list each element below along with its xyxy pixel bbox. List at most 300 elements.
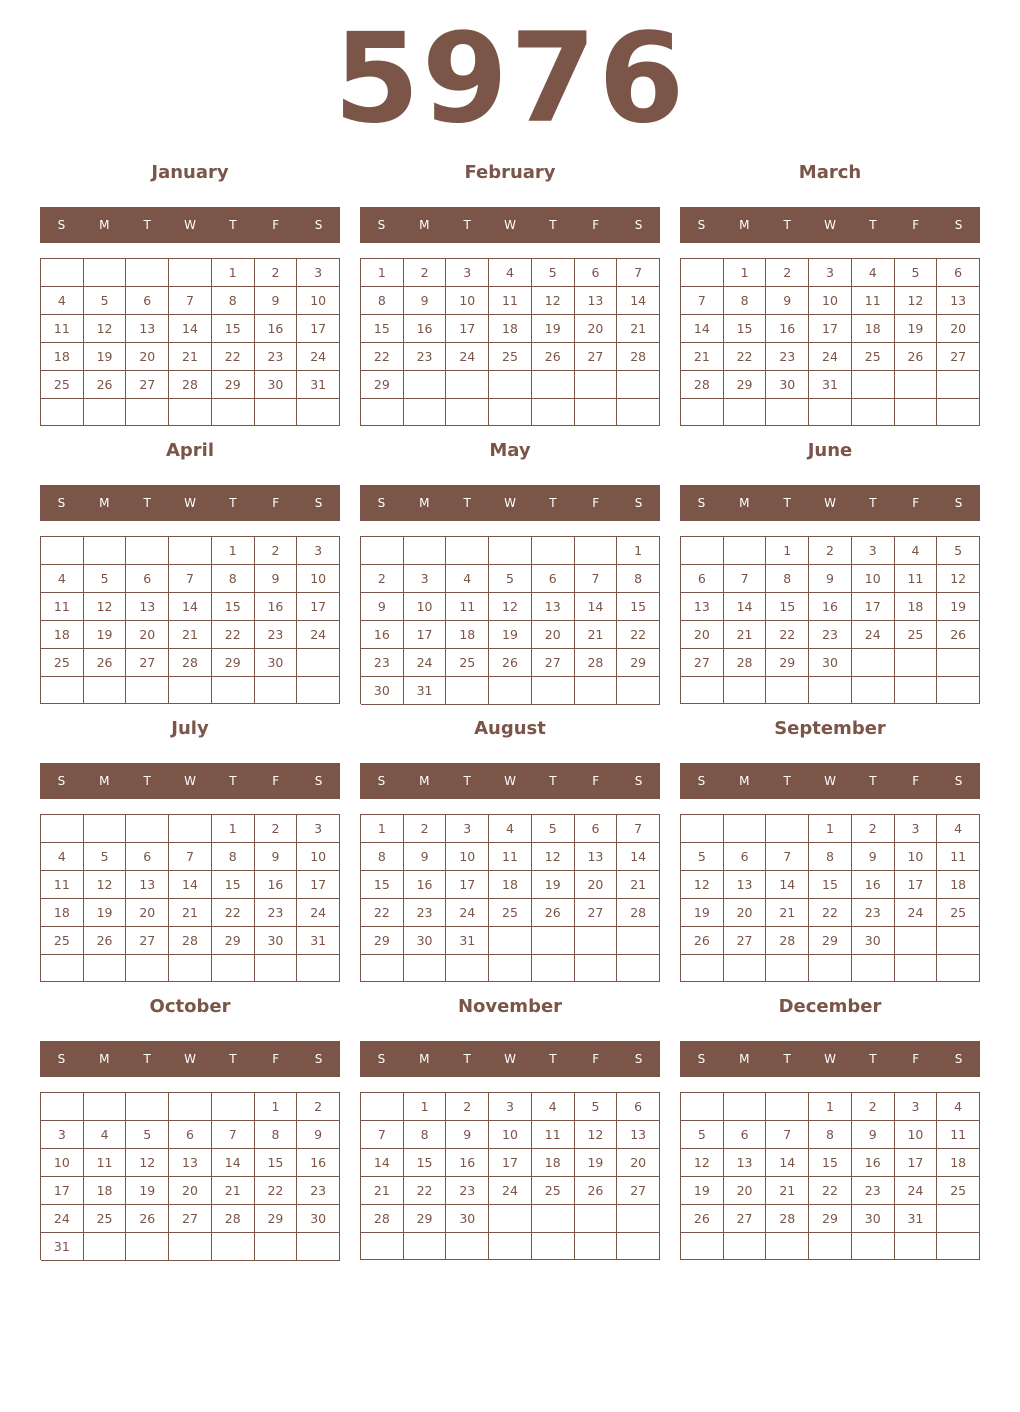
weekday-label: S xyxy=(377,496,386,510)
day-cell: 20 xyxy=(126,899,169,927)
empty-day-cell xyxy=(852,399,895,426)
weekday-label: T xyxy=(229,1052,237,1066)
day-cell: 11 xyxy=(532,1121,575,1149)
day-cell: 29 xyxy=(361,371,404,399)
empty-day-cell xyxy=(404,537,447,565)
day-cell: 27 xyxy=(126,649,169,677)
empty-day-cell xyxy=(489,371,532,399)
day-cell: 15 xyxy=(809,1149,852,1177)
day-cell: 3 xyxy=(41,1121,84,1149)
empty-day-cell xyxy=(766,677,809,704)
day-cell: 10 xyxy=(41,1149,84,1177)
day-cell: 26 xyxy=(532,343,575,371)
day-cell: 20 xyxy=(617,1149,660,1177)
day-cell: 28 xyxy=(169,927,212,955)
day-cell: 8 xyxy=(617,565,660,593)
empty-day-cell xyxy=(575,371,618,399)
day-cell: 5 xyxy=(84,565,127,593)
day-cell: 11 xyxy=(41,871,84,899)
day-cell: 7 xyxy=(766,1121,809,1149)
weekday-header xyxy=(680,485,980,521)
day-cell: 21 xyxy=(575,621,618,649)
day-cell: 18 xyxy=(489,871,532,899)
day-cell: 26 xyxy=(895,343,938,371)
weekday-label: W xyxy=(824,218,836,232)
empty-day-cell xyxy=(575,399,618,426)
day-cell: 6 xyxy=(126,565,169,593)
month-name: April xyxy=(165,440,215,461)
day-cell: 4 xyxy=(41,843,84,871)
day-cell: 3 xyxy=(446,815,489,843)
month-september xyxy=(680,712,980,982)
day-cell: 7 xyxy=(169,843,212,871)
weekday-header xyxy=(40,1041,340,1077)
day-cell: 9 xyxy=(446,1121,489,1149)
weekday-label: W xyxy=(184,1052,196,1066)
day-cell: 3 xyxy=(446,259,489,287)
empty-day-cell xyxy=(809,677,852,704)
day-cell: 21 xyxy=(766,1177,809,1205)
day-cell: 18 xyxy=(41,343,84,371)
empty-day-cell xyxy=(681,1093,724,1121)
empty-day-cell xyxy=(84,259,127,287)
month-name: February xyxy=(464,162,556,183)
weekday-label: T xyxy=(783,774,791,788)
day-cell: 30 xyxy=(852,927,895,955)
day-cell: 19 xyxy=(532,315,575,343)
day-cell: 26 xyxy=(84,927,127,955)
day-cell: 3 xyxy=(895,815,938,843)
weekday-header xyxy=(40,485,340,521)
weekday-label: S xyxy=(634,1052,643,1066)
empty-day-cell xyxy=(489,927,532,955)
empty-day-cell xyxy=(84,1093,127,1121)
day-cell: 9 xyxy=(852,843,895,871)
day-cell: 3 xyxy=(809,259,852,287)
empty-day-cell xyxy=(41,955,84,982)
day-cell: 8 xyxy=(212,843,255,871)
month-name: June xyxy=(807,440,853,461)
day-cell: 7 xyxy=(617,259,660,287)
day-cell: 6 xyxy=(724,843,767,871)
day-cell: 16 xyxy=(446,1149,489,1177)
month-august xyxy=(360,712,660,982)
empty-day-cell xyxy=(617,955,660,982)
day-cell: 1 xyxy=(724,259,767,287)
month-name: September xyxy=(774,718,886,739)
month-february xyxy=(360,156,660,426)
weekday-label: F xyxy=(912,1052,920,1066)
weekday-label: T xyxy=(869,496,877,510)
day-cell: 17 xyxy=(809,315,852,343)
day-cell: 23 xyxy=(852,899,895,927)
day-cell: 28 xyxy=(575,649,618,677)
day-cell: 7 xyxy=(575,565,618,593)
day-cell: 10 xyxy=(895,843,938,871)
weekday-label: W xyxy=(184,218,196,232)
day-cell: 2 xyxy=(297,1093,340,1121)
day-cell: 31 xyxy=(809,371,852,399)
empty-day-cell xyxy=(724,955,767,982)
day-cell: 9 xyxy=(255,565,298,593)
weekday-label: M xyxy=(99,774,110,788)
day-cell: 30 xyxy=(809,649,852,677)
day-cell: 12 xyxy=(575,1121,618,1149)
weekday-label: S xyxy=(314,218,323,232)
empty-day-cell xyxy=(617,927,660,955)
day-cell: 21 xyxy=(617,871,660,899)
day-cell: 14 xyxy=(766,871,809,899)
empty-day-cell xyxy=(681,815,724,843)
day-cell: 17 xyxy=(895,871,938,899)
day-cell: 22 xyxy=(212,343,255,371)
day-cell: 30 xyxy=(361,677,404,705)
empty-day-cell xyxy=(446,399,489,426)
weekday-label: M xyxy=(99,496,110,510)
day-cell: 7 xyxy=(724,565,767,593)
day-cell: 4 xyxy=(41,287,84,315)
weekday-header xyxy=(40,763,340,799)
empty-day-cell xyxy=(617,371,660,399)
empty-day-cell xyxy=(212,955,255,982)
day-cell: 4 xyxy=(84,1121,127,1149)
day-cell: 29 xyxy=(212,927,255,955)
day-cell: 14 xyxy=(212,1149,255,1177)
day-cell: 16 xyxy=(404,871,447,899)
weekday-label: T xyxy=(229,218,237,232)
day-cell: 6 xyxy=(617,1093,660,1121)
weekday-label: S xyxy=(57,496,66,510)
day-cell: 24 xyxy=(41,1205,84,1233)
day-cell: 7 xyxy=(212,1121,255,1149)
day-cell: 23 xyxy=(766,343,809,371)
weekday-label: S xyxy=(954,1052,963,1066)
weekday-label: W xyxy=(824,496,836,510)
day-cell: 28 xyxy=(617,343,660,371)
day-cell: 17 xyxy=(41,1177,84,1205)
month-april xyxy=(40,434,340,704)
day-grid xyxy=(680,536,980,704)
month-may xyxy=(360,434,660,704)
day-cell: 6 xyxy=(169,1121,212,1149)
empty-day-cell xyxy=(169,955,212,982)
weekday-label: M xyxy=(739,774,750,788)
day-cell: 24 xyxy=(895,1177,938,1205)
weekday-label: S xyxy=(954,496,963,510)
weekday-label: T xyxy=(229,496,237,510)
day-cell: 7 xyxy=(361,1121,404,1149)
empty-day-cell xyxy=(937,927,980,955)
empty-day-cell xyxy=(41,677,84,704)
day-cell: 28 xyxy=(681,371,724,399)
day-cell: 24 xyxy=(895,899,938,927)
empty-day-cell xyxy=(532,371,575,399)
day-cell: 11 xyxy=(852,287,895,315)
day-cell: 6 xyxy=(575,815,618,843)
weekday-label: T xyxy=(549,774,557,788)
day-cell: 4 xyxy=(895,537,938,565)
weekday-label: W xyxy=(504,774,516,788)
day-cell: 19 xyxy=(84,343,127,371)
weekday-label: M xyxy=(419,774,430,788)
day-cell: 29 xyxy=(361,927,404,955)
day-cell: 17 xyxy=(297,871,340,899)
day-cell: 17 xyxy=(489,1149,532,1177)
empty-day-cell xyxy=(41,259,84,287)
weekday-label: F xyxy=(592,496,600,510)
day-cell: 22 xyxy=(361,343,404,371)
day-cell: 9 xyxy=(852,1121,895,1149)
day-cell: 26 xyxy=(126,1205,169,1233)
empty-day-cell xyxy=(446,1233,489,1260)
day-cell: 28 xyxy=(169,371,212,399)
empty-day-cell xyxy=(255,399,298,426)
weekday-label: T xyxy=(463,774,471,788)
day-cell: 24 xyxy=(297,899,340,927)
empty-day-cell xyxy=(809,1233,852,1260)
day-cell: 14 xyxy=(766,1149,809,1177)
day-cell: 13 xyxy=(937,287,980,315)
day-cell: 20 xyxy=(575,871,618,899)
day-cell: 14 xyxy=(724,593,767,621)
day-cell: 16 xyxy=(255,593,298,621)
day-cell: 2 xyxy=(255,537,298,565)
day-cell: 13 xyxy=(681,593,724,621)
day-cell: 14 xyxy=(617,287,660,315)
month-name: October xyxy=(149,996,231,1017)
day-cell: 23 xyxy=(255,343,298,371)
day-cell: 26 xyxy=(489,649,532,677)
day-cell: 20 xyxy=(724,1177,767,1205)
day-cell: 18 xyxy=(489,315,532,343)
empty-day-cell xyxy=(724,1093,767,1121)
empty-day-cell xyxy=(852,371,895,399)
empty-day-cell xyxy=(489,537,532,565)
day-cell: 15 xyxy=(212,871,255,899)
day-cell: 9 xyxy=(809,565,852,593)
day-cell: 1 xyxy=(212,537,255,565)
day-cell: 1 xyxy=(212,259,255,287)
day-cell: 3 xyxy=(404,565,447,593)
empty-day-cell xyxy=(126,537,169,565)
day-cell: 10 xyxy=(489,1121,532,1149)
weekday-label: F xyxy=(592,1052,600,1066)
day-cell: 3 xyxy=(489,1093,532,1121)
empty-day-cell xyxy=(895,649,938,677)
day-cell: 11 xyxy=(937,843,980,871)
weekday-label: S xyxy=(634,496,643,510)
day-cell: 14 xyxy=(169,315,212,343)
empty-day-cell xyxy=(212,677,255,704)
empty-day-cell xyxy=(575,677,618,705)
day-cell: 22 xyxy=(361,899,404,927)
day-cell: 14 xyxy=(361,1149,404,1177)
weekday-label: S xyxy=(377,1052,386,1066)
day-grid xyxy=(360,536,660,704)
day-cell: 7 xyxy=(169,565,212,593)
day-cell: 20 xyxy=(126,343,169,371)
day-cell: 25 xyxy=(41,649,84,677)
day-cell: 20 xyxy=(575,315,618,343)
day-cell: 6 xyxy=(532,565,575,593)
empty-day-cell xyxy=(489,1205,532,1233)
weekday-header xyxy=(680,1041,980,1077)
empty-day-cell xyxy=(169,677,212,704)
empty-day-cell xyxy=(575,927,618,955)
day-cell: 3 xyxy=(895,1093,938,1121)
day-cell: 12 xyxy=(937,565,980,593)
empty-day-cell xyxy=(681,677,724,704)
month-name: January xyxy=(151,162,229,183)
day-cell: 15 xyxy=(212,593,255,621)
day-cell: 3 xyxy=(852,537,895,565)
day-cell: 10 xyxy=(446,843,489,871)
empty-day-cell xyxy=(617,399,660,426)
empty-day-cell xyxy=(617,677,660,705)
day-cell: 10 xyxy=(895,1121,938,1149)
day-cell: 27 xyxy=(532,649,575,677)
day-cell: 5 xyxy=(489,565,532,593)
day-cell: 27 xyxy=(575,343,618,371)
day-cell: 8 xyxy=(724,287,767,315)
day-cell: 13 xyxy=(126,315,169,343)
day-cell: 10 xyxy=(404,593,447,621)
day-cell: 25 xyxy=(41,927,84,955)
weekday-header xyxy=(360,485,660,521)
empty-day-cell xyxy=(937,1233,980,1260)
day-grid xyxy=(360,258,660,426)
day-cell: 30 xyxy=(852,1205,895,1233)
day-cell: 2 xyxy=(766,259,809,287)
empty-day-cell xyxy=(169,399,212,426)
empty-day-cell xyxy=(681,955,724,982)
empty-day-cell xyxy=(681,399,724,426)
day-cell: 12 xyxy=(681,871,724,899)
day-cell: 17 xyxy=(895,1149,938,1177)
day-grid xyxy=(680,1092,980,1260)
weekday-label: T xyxy=(783,1052,791,1066)
empty-day-cell xyxy=(404,1233,447,1260)
day-cell: 5 xyxy=(681,1121,724,1149)
day-cell: 6 xyxy=(126,843,169,871)
day-cell: 15 xyxy=(255,1149,298,1177)
day-cell: 10 xyxy=(852,565,895,593)
day-cell: 13 xyxy=(575,287,618,315)
day-cell: 27 xyxy=(724,927,767,955)
empty-day-cell xyxy=(169,259,212,287)
empty-day-cell xyxy=(84,815,127,843)
empty-day-cell xyxy=(937,955,980,982)
empty-day-cell xyxy=(169,1093,212,1121)
day-cell: 17 xyxy=(297,315,340,343)
empty-day-cell xyxy=(212,399,255,426)
empty-day-cell xyxy=(446,677,489,705)
day-cell: 18 xyxy=(895,593,938,621)
empty-day-cell xyxy=(895,399,938,426)
empty-day-cell xyxy=(724,815,767,843)
day-cell: 2 xyxy=(361,565,404,593)
day-cell: 1 xyxy=(361,259,404,287)
day-cell: 11 xyxy=(446,593,489,621)
day-cell: 4 xyxy=(532,1093,575,1121)
day-grid xyxy=(360,1092,660,1260)
empty-day-cell xyxy=(895,371,938,399)
weekday-label: S xyxy=(377,218,386,232)
empty-day-cell xyxy=(169,815,212,843)
day-cell: 29 xyxy=(617,649,660,677)
day-cell: 23 xyxy=(404,343,447,371)
day-cell: 17 xyxy=(404,621,447,649)
empty-day-cell xyxy=(169,1233,212,1261)
day-cell: 19 xyxy=(84,899,127,927)
weekday-label: T xyxy=(869,1052,877,1066)
day-cell: 9 xyxy=(404,843,447,871)
empty-day-cell xyxy=(297,677,340,704)
day-cell: 25 xyxy=(937,899,980,927)
day-cell: 1 xyxy=(809,815,852,843)
day-cell: 8 xyxy=(361,843,404,871)
empty-day-cell xyxy=(532,1205,575,1233)
day-cell: 24 xyxy=(446,899,489,927)
day-cell: 15 xyxy=(809,871,852,899)
day-cell: 12 xyxy=(895,287,938,315)
empty-day-cell xyxy=(41,1093,84,1121)
day-cell: 27 xyxy=(126,371,169,399)
day-cell: 14 xyxy=(169,593,212,621)
day-cell: 11 xyxy=(41,315,84,343)
day-cell: 17 xyxy=(446,315,489,343)
month-name: August xyxy=(474,718,546,739)
empty-day-cell xyxy=(724,1233,767,1260)
day-cell: 4 xyxy=(489,815,532,843)
empty-day-cell xyxy=(895,955,938,982)
empty-day-cell xyxy=(361,399,404,426)
day-cell: 31 xyxy=(895,1205,938,1233)
empty-day-cell xyxy=(126,955,169,982)
empty-day-cell xyxy=(126,677,169,704)
day-cell: 22 xyxy=(212,899,255,927)
day-cell: 5 xyxy=(84,287,127,315)
weekday-label: M xyxy=(99,218,110,232)
day-cell: 28 xyxy=(169,649,212,677)
empty-day-cell xyxy=(724,537,767,565)
weekday-label: W xyxy=(824,1052,836,1066)
day-cell: 12 xyxy=(681,1149,724,1177)
weekday-header xyxy=(680,207,980,243)
empty-day-cell xyxy=(575,537,618,565)
day-cell: 12 xyxy=(84,871,127,899)
day-cell: 26 xyxy=(937,621,980,649)
weekday-label: T xyxy=(463,1052,471,1066)
day-cell: 14 xyxy=(169,871,212,899)
day-cell: 11 xyxy=(41,593,84,621)
day-cell: 31 xyxy=(446,927,489,955)
weekday-label: T xyxy=(549,218,557,232)
day-cell: 27 xyxy=(681,649,724,677)
day-cell: 12 xyxy=(126,1149,169,1177)
day-cell: 22 xyxy=(809,1177,852,1205)
day-cell: 7 xyxy=(169,287,212,315)
day-cell: 31 xyxy=(297,927,340,955)
day-cell: 5 xyxy=(937,537,980,565)
empty-day-cell xyxy=(361,537,404,565)
day-cell: 28 xyxy=(617,899,660,927)
day-cell: 20 xyxy=(681,621,724,649)
day-cell: 5 xyxy=(575,1093,618,1121)
weekday-header xyxy=(40,207,340,243)
weekday-label: F xyxy=(912,496,920,510)
day-cell: 21 xyxy=(212,1177,255,1205)
